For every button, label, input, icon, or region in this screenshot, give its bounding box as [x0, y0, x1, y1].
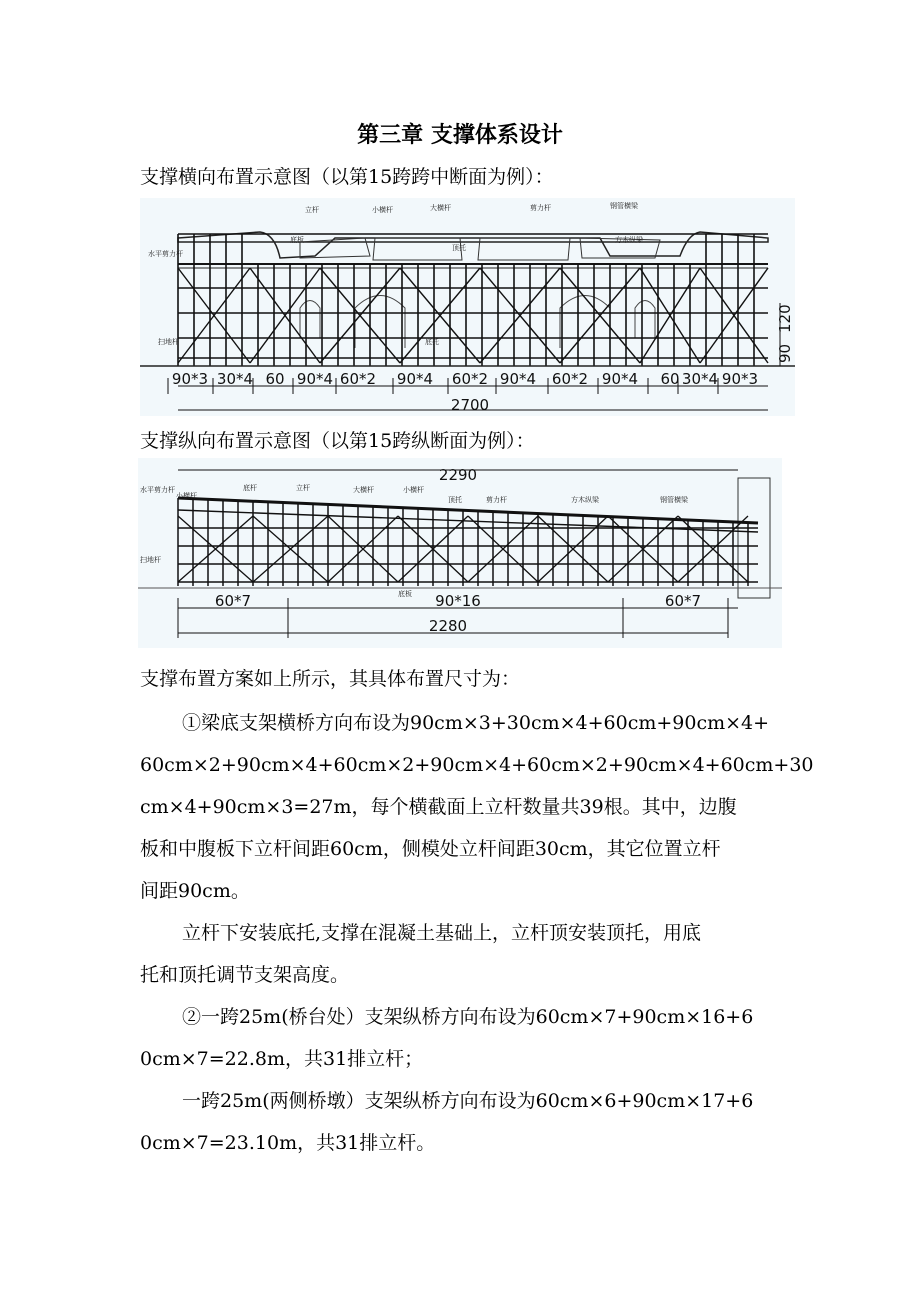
p1-line1: ①梁底支架横桥方向布设为90cm×3+30cm×4+60cm+90cm×4+	[182, 712, 770, 734]
p1-line2: 60cm×2+90cm×4+60cm×2+90cm×4+60cm×2+90cm×4+60cm+30	[140, 754, 814, 776]
figure2-label: 剪力杆	[486, 496, 507, 504]
transverse-layout-diagram	[140, 198, 795, 416]
intro-paragraph: 支撑布置方案如上所示，其具体布置尺寸为：	[140, 668, 521, 690]
figure2-dim-label: 60*7	[214, 592, 252, 610]
figure2-label: 立杆	[296, 484, 310, 492]
figure1-dim-label: 90*4	[601, 370, 639, 388]
figure1-dim-label: 90*3	[721, 370, 759, 388]
figure2-label: 底板	[398, 590, 412, 598]
figure1-label: 钢管横梁	[610, 202, 638, 210]
figure1-label: 立杆	[305, 206, 319, 214]
figure1-dim-label: 30*4	[216, 370, 254, 388]
figure2-label: 大横杆	[353, 486, 374, 494]
p1-line3: cm×4+90cm×3=27m，每个横截面上立杆数量共39根。其中，边腹	[140, 796, 737, 818]
figure1-label: 顶托	[452, 244, 466, 252]
p4-line2: 0cm×7=23.10m，共31排立杆。	[140, 1132, 436, 1154]
figure2-label: 水平剪力杆	[140, 486, 175, 494]
longitudinal-layout-diagram	[138, 458, 782, 648]
body-text	[140, 658, 814, 1164]
p3-line1: ②一跨25m(桥台处）支架纵桥方向布设为60cm×7+90cm×16+6	[182, 1006, 754, 1028]
figure2-label: 底杆	[243, 484, 257, 492]
figure1-dim-label: 60*2	[451, 370, 489, 388]
figure2-label: 钢管横梁	[660, 496, 688, 504]
p2-line2: 托和顶托调节支架高度。	[140, 964, 350, 986]
figure1-label: 剪力杆	[530, 204, 551, 212]
figure2-label: 顶托	[448, 496, 462, 504]
figure2-label: 小横杆	[176, 492, 197, 500]
figure1-dim-label: 30*4	[681, 370, 719, 388]
chapter-title: 第三章 支撑体系设计	[357, 122, 563, 148]
figure2-caption: 支撑纵向布置示意图（以第15跨纵断面为例）：	[140, 430, 535, 452]
figure2-dim-label: 90*16	[435, 592, 481, 610]
figure1-label: 小横杆	[372, 206, 393, 214]
figure1-dim-label: 60	[660, 370, 680, 388]
abutment	[738, 478, 770, 598]
figure1-label: 方木纵梁	[615, 236, 643, 244]
longitudinal-top-dimension: 2290	[438, 466, 478, 484]
figure1-label: 大横杆	[430, 204, 451, 212]
figure1-caption: 支撑横向布置示意图（以第15跨跨中断面为例）：	[140, 166, 554, 188]
figure1-dim-label: 60*2	[339, 370, 377, 388]
figure1-dim-label: 90*4	[396, 370, 434, 388]
transverse-total-dimension: 2700	[450, 396, 490, 414]
p1-line5: 间距90cm。	[140, 880, 250, 902]
figure1-dim-label: 90*4	[499, 370, 537, 388]
p1-line4: 板和中腹板下立杆间距60cm，侧模处立杆间距30cm，其它位置立杆	[140, 838, 721, 860]
figure1-dim-label: 60*2	[551, 370, 589, 388]
figure2-label: 小横杆	[403, 486, 424, 494]
longitudinal-total-dimension: 2280	[428, 617, 468, 635]
horizontal-bar	[178, 510, 758, 532]
figure1-dim-label: 90*4	[296, 370, 334, 388]
p3-line2: 0cm×7=22.8m，共31排立杆；	[140, 1048, 424, 1070]
figure1-label: 底板	[290, 236, 304, 244]
height-dimension: 90	[776, 343, 794, 363]
figure1-label: 底托	[425, 338, 439, 346]
figure1-label: 水平剪力杆	[148, 250, 183, 258]
figure2-label: 方木纵梁	[571, 496, 599, 504]
box-girder-outline	[178, 232, 768, 258]
p2-line1: 立杆下安装底托,支撑在混凝土基础上，立杆顶安装顶托，用底	[182, 922, 702, 944]
figure2-label: 扫地杆	[140, 556, 161, 564]
figure1-dim-label: 90*3	[171, 370, 209, 388]
height-dimension-2: 120	[776, 304, 794, 333]
p4-line1: 一跨25m(两侧桥墩）支架纵桥方向布设为60cm×6+90cm×17+6	[182, 1090, 754, 1112]
figure1-label: 扫地杆	[158, 338, 179, 346]
figure2-dim-label: 60*7	[664, 592, 702, 610]
figure1-dim-label: 60	[265, 370, 285, 388]
